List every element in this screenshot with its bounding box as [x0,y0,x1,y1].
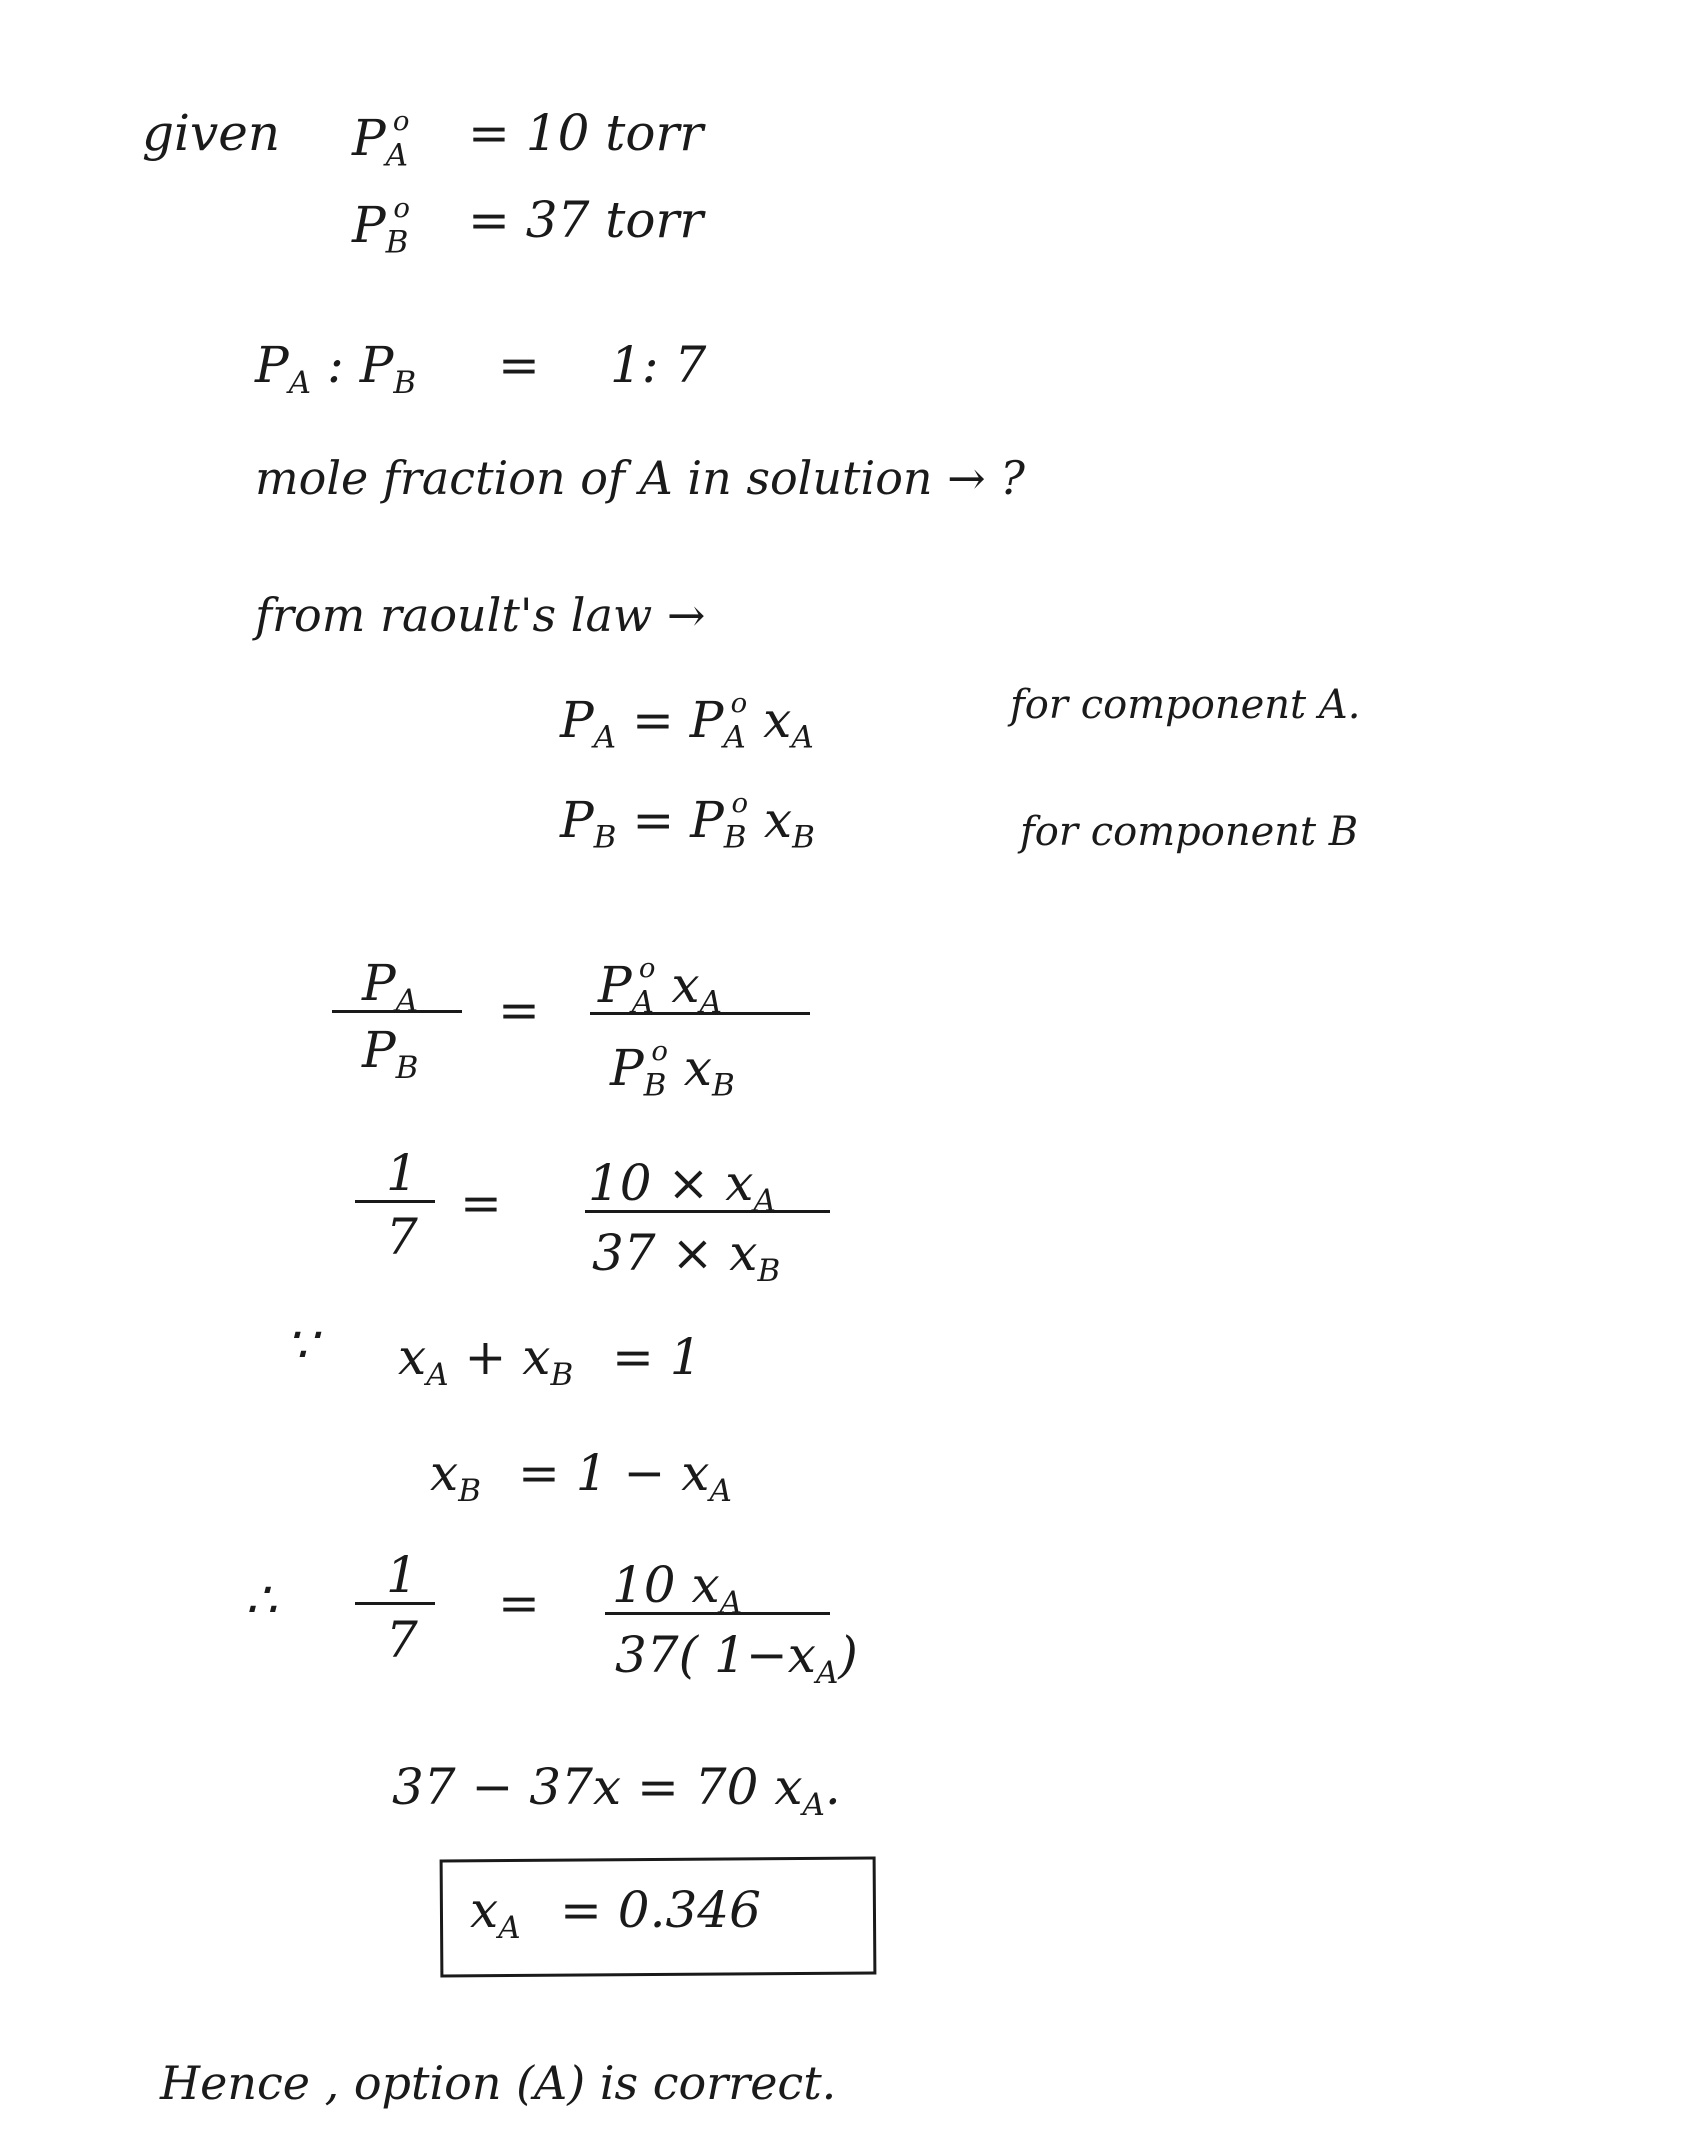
step1-den-left: $P_B$ [362,1021,419,1086]
step4-rhs: = $1 - x_A$ [518,1444,732,1509]
given-label: given [142,104,281,162]
step5-fraction-bar-left [355,1602,435,1605]
step5-num-right: 10 $x_A$ [612,1556,743,1621]
step1-eq: = [498,981,540,1039]
given-pa0-value: = 10 torr [468,104,704,162]
answer-rhs: = 0.346 [560,1881,761,1939]
step6-equation: 37 − 37x = 70 $x_A$. [392,1758,841,1823]
raoult-eq-b: $P_B = P_B^o$ $x_B$ [560,787,815,856]
conclusion-text: Hence , option (A) is correct. [160,2056,837,2110]
step2-den-right: $37 \times x_B$ [592,1224,781,1289]
step5-num-left: 1 [386,1546,418,1604]
step1-fraction-bar-left [332,1010,462,1013]
step3-rhs: = 1 [612,1328,702,1386]
step2-eq: = [460,1174,502,1232]
step1-den-right: $P_B^o$ $x_B$ [610,1035,735,1104]
given-pb0: $P_B^o$ [352,192,410,261]
ratio-eq: = [498,336,540,394]
step1-num-right: $P_A^o$ $x_A$ [598,952,722,1021]
answer-lhs: $x_A$ [470,1881,521,1946]
step5-den-right: 37( $1-x_A$) [615,1626,858,1691]
ratio-value: 1: 7 [610,336,707,394]
step1-fraction-bar-right [590,1012,810,1015]
note-component-a: for component A. [1010,682,1361,728]
raoult-eq-a: $P_A = P_A^o$ $x_A$ [560,687,814,756]
step5-fraction-bar-right [605,1612,830,1615]
step2-fraction-bar-right [585,1210,830,1213]
ratio-lhs: $P_A$ : $P_B$ [255,336,417,401]
therefore-symbol: ∴ [245,1571,277,1629]
question-text: mole fraction of A in solution → ? [255,451,1025,505]
raoult-intro: from raoult's law → [255,588,706,642]
step4-lhs: $x_B$ [430,1444,481,1509]
step5-eq: = [498,1574,540,1632]
note-component-b: for component B [1020,809,1359,855]
step2-den-left: 7 [386,1208,418,1266]
given-pb0-value: = 37 torr [468,191,704,249]
step5-den-left: 7 [386,1611,418,1669]
step2-num-left: 1 [386,1144,418,1202]
step1-num-left: $P_A$ [362,954,419,1019]
step2-fraction-bar-left [355,1200,435,1203]
because-symbol: ∵ [285,1316,317,1374]
step3-lhs: $x_A + x_B$ [398,1328,574,1393]
given-pa0: $P_A^o$ [352,105,410,174]
step2-num-right: $10 \times x_A$ [588,1154,776,1219]
